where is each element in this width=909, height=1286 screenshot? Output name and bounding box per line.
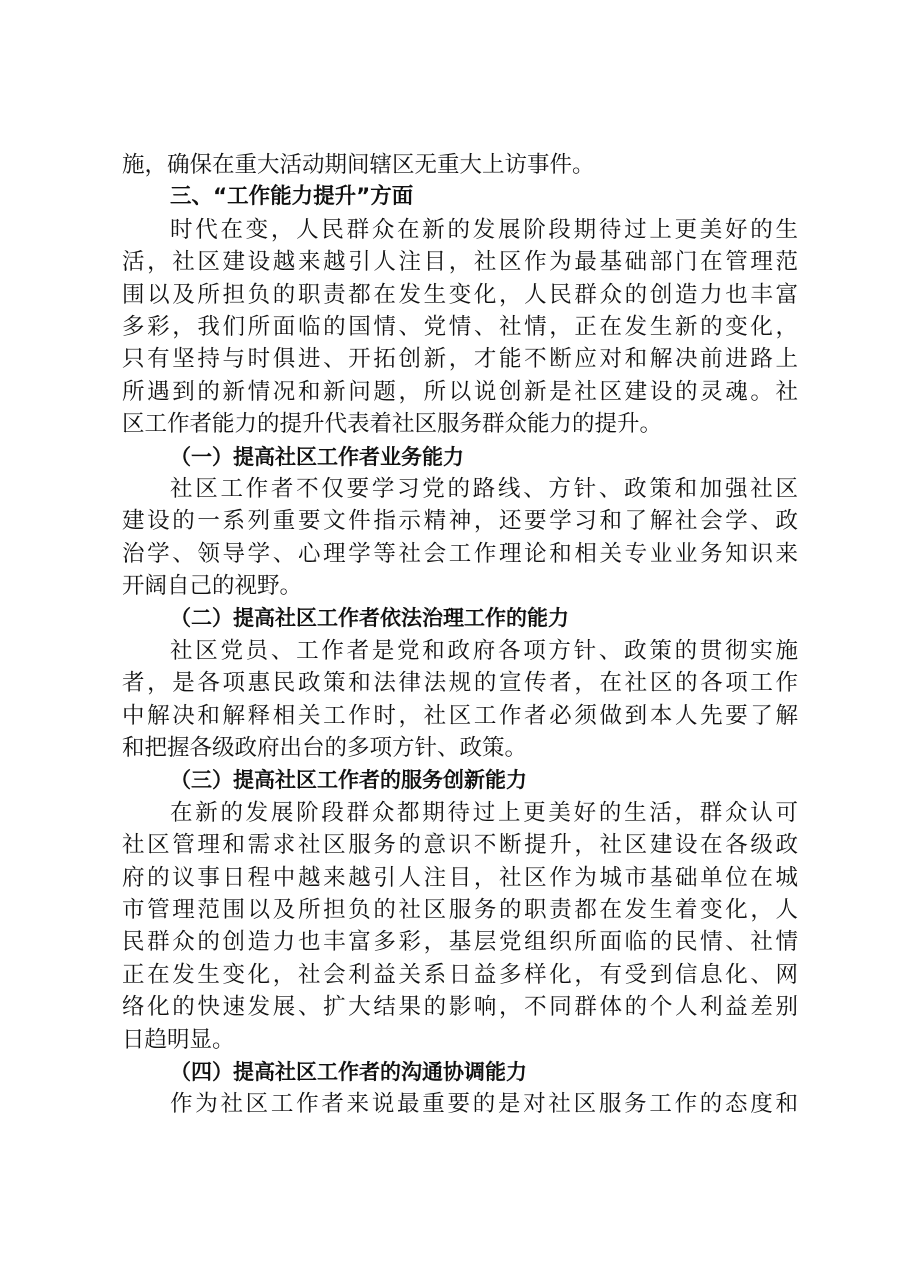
paragraph-line: 和把握各级政府出台的多项方针、政策。 [122, 735, 528, 762]
paragraph-line: 施，确保在重大活动期间辖区无重大上访事件。 [122, 152, 595, 178]
paragraph-line: 开阔自己的视野。 [122, 573, 303, 600]
paragraph-line: 围以及所担负的职责都在发生变化，人民群众的创造力也丰富 [122, 281, 798, 308]
paragraph-line: 只有坚持与时俱进、开拓创新，才能不断应对和解决前进路上 [122, 346, 798, 373]
document-body [122, 149, 798, 1121]
subsection-heading: （一）提高社区工作者业务能力 [170, 444, 464, 469]
paragraph-line: 所遇到的新情况和新问题，所以说创新是社区建设的灵魂。社 [122, 378, 798, 405]
paragraph-line: 中解决和解释相关工作时，社区工作者必须做到本人先要了解 [122, 702, 798, 729]
paragraph-line: 民群众的创造力也丰富多彩，基层党组织所面临的民情、社情 [122, 929, 798, 956]
paragraph-line: 作为社区工作者来说最重要的是对社区服务工作的态度和 [170, 1091, 798, 1118]
subsection-heading: （四）提高社区工作者的沟通协调能力 [170, 1059, 527, 1084]
paragraph-line: 多彩，我们所面临的国情、党情、社情，正在发生新的变化， [122, 313, 798, 340]
paragraph-line: 社区党员、工作者是党和政府各项方针、政策的贯彻实施 [170, 637, 798, 664]
paragraph-line: 络化的快速发展、扩大结果的影响，不同群体的个人利益差别 [122, 994, 798, 1021]
paragraph-line: 时代在变，人民群众在新的发展阶段期待过上更美好的生 [170, 216, 798, 243]
paragraph-line: 者，是各项惠民政策和法律法规的宣传者，在社区的各项工作 [122, 670, 798, 697]
paragraph-line: 治学、领导学、心理学等社会工作理论和相关专业业务知识来 [122, 540, 798, 567]
paragraph-line: 社区工作者不仅要学习党的路线、方针、政策和加强社区 [170, 475, 798, 502]
paragraph-line: 在新的发展阶段群众都期待过上更美好的生活，群众认可 [170, 799, 798, 826]
subsection-heading: （三）提高社区工作者的服务创新能力 [170, 768, 527, 793]
paragraph-line: 日趋明显。 [122, 1026, 235, 1053]
section-heading: 三、“工作能力提升”方面 [170, 184, 414, 210]
paragraph-line: 建设的一系列重要文件指示精神，还要学习和了解社会学、政 [122, 508, 798, 535]
paragraph-line: 活，社区建设越来越引人注目，社区作为最基础部门在管理范 [122, 249, 798, 276]
paragraph-line: 区工作者能力的提升代表着社区服务群众能力的提升。 [122, 411, 663, 438]
paragraph-line: 府的议事日程中越来越引人注目，社区作为城市基础单位在城 [122, 864, 798, 891]
paragraph-line: 正在发生变化，社会利益关系日益多样化，有受到信息化、网 [122, 961, 798, 988]
paragraph-line: 市管理范围以及所担负的社区服务的职责都在发生着变化，人 [122, 896, 798, 923]
paragraph-line: 社区管理和需求社区服务的意识不断提升，社区建设在各级政 [122, 832, 798, 859]
subsection-heading: （二）提高社区工作者依法治理工作的能力 [170, 606, 569, 631]
